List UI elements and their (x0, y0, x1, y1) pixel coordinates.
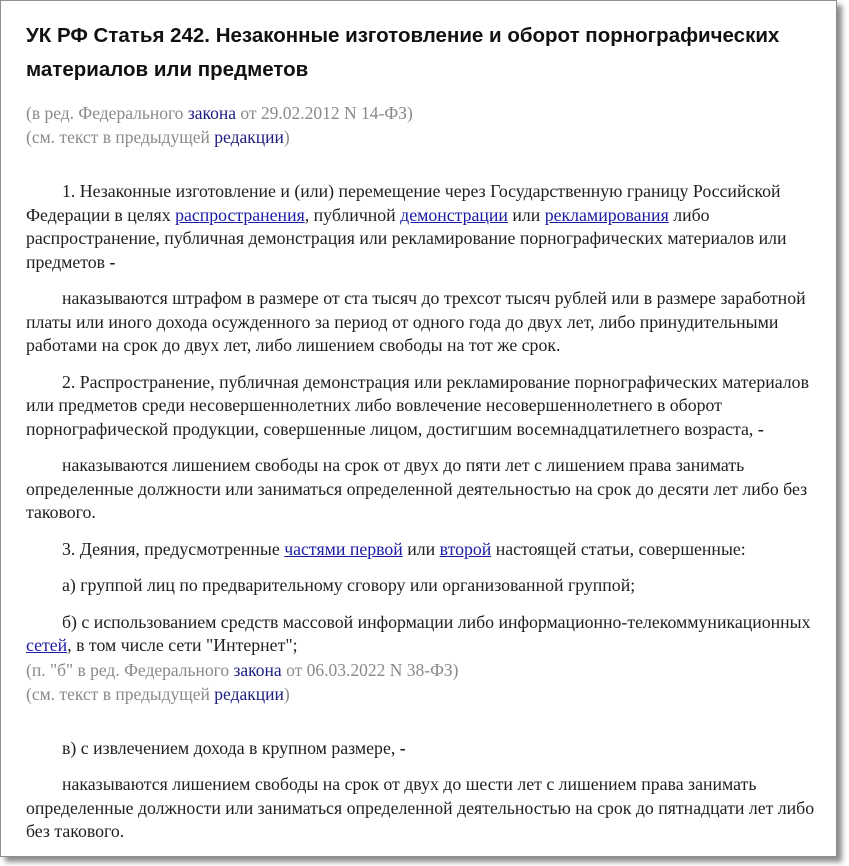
item-b-law-link[interactable]: закона (233, 659, 282, 680)
article-title (26, 19, 826, 87)
item-b-edition-note: (п. "б" в ред. Федерального закона от 06.03.2022 N 38-ФЗ) (26, 659, 459, 680)
part-two-link[interactable]: второй (439, 538, 492, 559)
part-1: 1. Незаконные изготовление и (или) перемещение через Государственную границу Российской Федерации в целях распространения, публичной демонстрации или рекламирования либо распространение, публичная демонстрация или рекламирование порнографических материалов или предметов - (26, 181, 787, 272)
previous-edition-note: (см. текст в предыдущей редакции) (26, 127, 290, 147)
law-link[interactable]: закона (187, 103, 236, 123)
article-title-line2: материалов или предметов (26, 58, 309, 81)
penalty-3: наказываются лишением свободы на срок от двух до шести лет с лишением права занимать определенные должности или заниматься определенной деятельностью на срок до пятнадцати лет либо без такового. (26, 774, 815, 841)
penalty-1: наказываются штрафом в размере от ста тысяч до трехсот тысяч рублей или в размере заработной платы или иного дохода осужденного за период от одного года до двух лет, либо принудительными работами на срок до двух лет, либо лишением свободы на тот же срок. (26, 288, 806, 355)
previous-edition-link[interactable]: редакции (214, 127, 284, 147)
item-b-previous-edition-note: (см. текст в предыдущей редакции) (26, 683, 290, 704)
part-2: 2. Распространение, публичная демонстрация или рекламирование порнографических материалов или предметов среди несовершеннолетних либо вовлечение несовершеннолетнего в оборот порнографической продукции, совершенные лицом, достигшим восемнадцатилетнего возраста, - (26, 371, 809, 439)
advertising-link[interactable]: рекламирования (544, 204, 669, 225)
demonstration-link[interactable]: демонстрации (400, 204, 508, 225)
edition-note: (в ред. Федерального закона от 29.02.2012 N 14-ФЗ) (26, 103, 413, 123)
document-content (1, 1, 836, 844)
item-a: а) группой лиц по предварительному сговору или организованной группой; (62, 575, 636, 595)
item-b: б) с использованием средств массовой информации либо информационно-телекоммуникационных сетей, в том числе сети "Интернет"; (26, 611, 811, 655)
penalty-2: наказываются лишением свободы на срок от двух до пяти лет с лишением права занимать определенные должности или заниматься определенной деятельностью на срок до десяти лет либо без такового. (26, 455, 808, 522)
networks-link[interactable]: сетей (26, 635, 68, 655)
item-b-previous-edition-link[interactable]: редакции (214, 683, 284, 704)
distribution-link[interactable]: распространения (175, 204, 305, 225)
item-c: в) с извлечением дохода в крупном размере, - (62, 737, 406, 758)
part-one-link[interactable]: частями первой (284, 538, 403, 559)
part-3: 3. Деяния, предусмотренные частями первой или второй настоящей статьи, совершенные: (62, 538, 746, 559)
article-title-line1: УК РФ Статья 242. Незаконные изготовление и оборот порнографических (26, 24, 780, 47)
